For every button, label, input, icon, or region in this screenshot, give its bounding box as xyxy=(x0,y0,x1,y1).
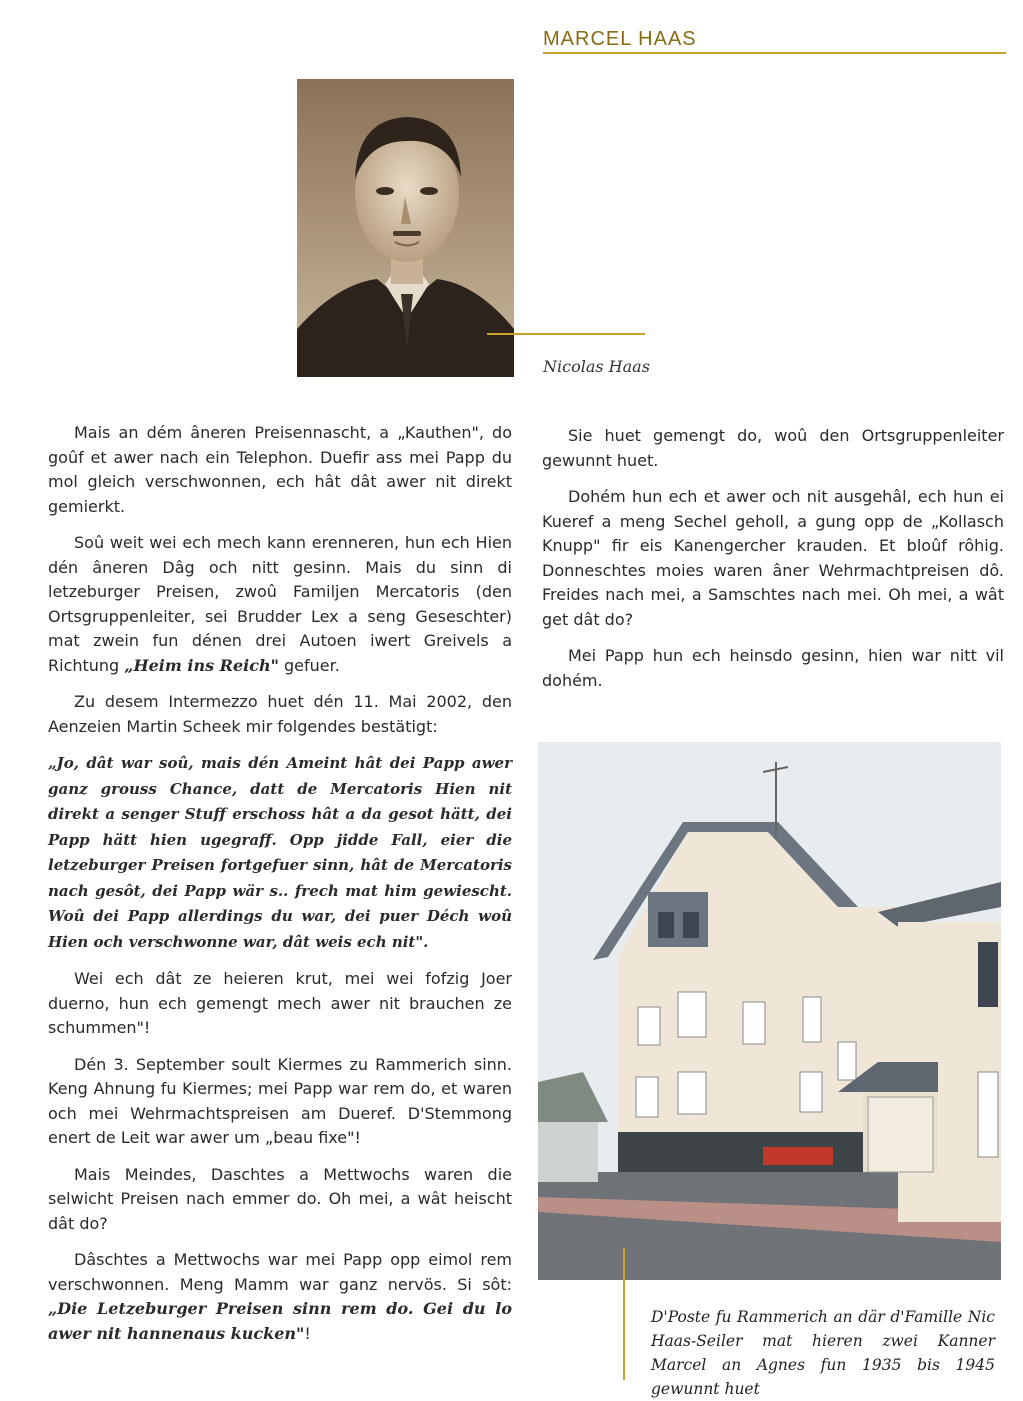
right-text-column xyxy=(542,424,1004,705)
portrait-caption-rule xyxy=(487,333,645,335)
header-rule xyxy=(543,52,1006,54)
paragraph: Mei Papp hun ech heinsdo gesinn, hien war nitt vil dohém. xyxy=(542,646,1004,690)
portrait-caption: Nicolas Haas xyxy=(543,357,650,376)
bold-quote: „Die Letzeburger Preisen sinn rem do. Gei du lo awer nit hannenaus kucken" xyxy=(48,1299,512,1343)
portrait-photo xyxy=(297,79,514,377)
paragraph: Dâschtes a Mettwochs war mei Papp opp eimol rem verschwonnen. Meng Mamm war ganz nervös. Si sôt: „Die Letzeburger Preisen sinn rem do. Gei du lo awer nit hannenaus kucken"! xyxy=(48,1250,512,1343)
paragraph: Soû weit wei ech mech kann erenneren, hun ech Hien dén âneren Dâg och nitt gesinn. Mais du sinn di letzeburger Preisen, zwoû Familjen Mercatoris (den Ortsgruppenleiter, sei Brudder Lex a seng Geseschter) mat zwein fun dénen drei Autoen iwert Greivels a Richtung „Heim ins Reich" gefuer. xyxy=(48,533,512,675)
paragraph: Dén 3. September soult Kiermes zu Rammerich sinn. Keng Ahnung fu Kiermes; mei Papp war rem do, et waren och mei Wehrmachtspreisen am Dueref. D'Stemmong enert de Leit war awer um „beau fixe"! xyxy=(48,1054,512,1147)
paragraph: Zu desem Intermezzo huet dén 11. Mai 2002, den Aenzeien Martin Scheek mir folgendes bestätigt: xyxy=(48,692,512,736)
paragraph: Sie huet gemengt do, woû den Ortsgruppenleiter gewunnt huet. xyxy=(542,426,1004,470)
page-header-author: MARCEL HAAS xyxy=(543,28,697,50)
quote-paragraph: „Jo, dât war soû, mais dén Ameint hât dei Papp awer ganz grouss Chance, datt de Mercatoris Hien nit direkt a senger Stuff erschoss hât a da gesot hätt, dei Papp hätt hien ugegraff. Opp jidde Fall, eier die letzeburger Preisen fortgefuer sinn, hât de Mercatoris nach gesôt, dei Papp wär s.. frech mat him gewiescht. Woû dei Papp allerdings du war, dei puer Déch woû Hien och verschwonne war, dât weis ech nit". xyxy=(48,754,512,951)
bold-phrase: „Heim ins Reich" xyxy=(124,655,279,675)
paragraph: Mais an dém âneren Preisennascht, a „Kauthen", do goûf et awer nach ein Telephon. Duefir ass mei Papp du mol gleich verschwonnen, ech hât dât awer nit direkt gemierkt. xyxy=(48,423,512,516)
paragraph: Wei ech dât ze heieren krut, mei wei fofzig Joer duerno, hun ech gemengt mech awer nit brauchen ze schummen"! xyxy=(48,969,512,1037)
paragraph: Mais Meindes, Daschtes a Mettwochs waren die selwicht Preisen nach emmer do. Oh mei, a wât heischt dât do? xyxy=(48,1164,512,1233)
house-photo xyxy=(538,742,1001,1280)
house-photo-caption: D'Poste fu Rammerich an där d'Famille Nic Haas-Seiler mat hieren zwei Kanner Marcel an Agnes fun 1935 bis 1945 gewunnt huet xyxy=(651,1308,995,1398)
paragraph: Dohém hun ech et awer och nit ausgehâl, ech hun ei Kueref a meng Sechel geholl, a gung opp de „Kollasch Knupp" fir eis Kanengercher krauden. Et bloûf rôhig. Donneschtes moies waren âner Wehrmachtpreisen dô. Freides nach mei, a Samschtes nach mei. Oh mei, a wât get dât do? xyxy=(542,487,1004,629)
caption-rule xyxy=(623,1248,625,1380)
left-text-column xyxy=(48,421,512,1358)
